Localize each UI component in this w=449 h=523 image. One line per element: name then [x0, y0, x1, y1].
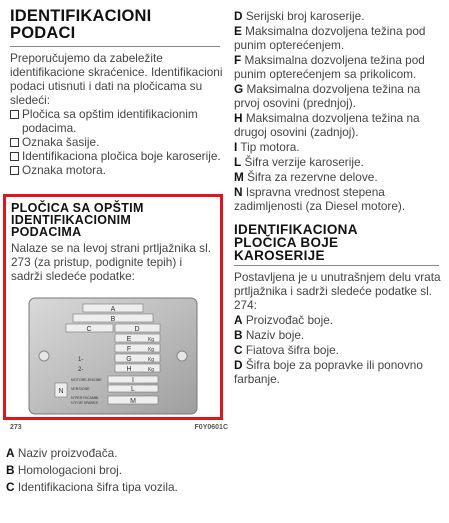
bullet-item	[10, 107, 225, 135]
item-label: A	[6, 446, 15, 460]
list-item	[234, 82, 446, 110]
section-title	[11, 202, 220, 238]
list-item	[234, 24, 446, 52]
item-label: D	[234, 358, 243, 372]
plate-letter-c: C	[86, 326, 92, 333]
item-text: Maksimalna dozvoljena težina na drugoj osovini (zadnjoj).	[234, 111, 420, 139]
item-text: Naziv boje.	[245, 328, 305, 342]
plate-letter-i: I	[132, 377, 134, 384]
title-rule	[10, 46, 220, 47]
checkbox-square-icon	[10, 110, 19, 119]
plate-letter-b: B	[110, 316, 116, 323]
identification-plate-figure	[28, 297, 198, 415]
plate-letter-e: E	[126, 336, 132, 343]
list-item	[234, 170, 446, 184]
item-text: Proizvođač boje.	[245, 313, 334, 327]
list-item	[234, 313, 446, 327]
page-title-line-1: IDENTIFIKACIONI	[10, 7, 152, 25]
checkbox-square-icon	[10, 152, 19, 161]
item-label: N	[234, 185, 243, 199]
item-label: I	[234, 140, 238, 154]
bullet-item	[10, 149, 225, 163]
bullet-item	[10, 163, 225, 177]
list-item	[6, 446, 226, 460]
item-text: Šifra verzije karoserije.	[244, 155, 364, 169]
section-text: Postavljena je u unutrašnjem delu vrata prtljažnika i sadrži sledeće podatke sl. 274:	[234, 270, 441, 312]
checkbox-square-icon	[10, 166, 19, 175]
item-label: E	[234, 24, 242, 38]
list-item	[234, 53, 446, 81]
section-title-line-3: KAROSERIJE	[234, 248, 325, 263]
item-text: Maksimalna dozvoljena težina pod punim opterećenjem.	[234, 24, 426, 52]
list-item	[234, 185, 446, 213]
plate-letter-m: M	[130, 398, 136, 405]
plate-letter-f: F	[126, 346, 132, 353]
plate-kg-e: Kg	[147, 337, 155, 343]
plate-letter-n: N	[58, 388, 64, 395]
bullet-item	[10, 135, 225, 149]
plate-kg-g: Kg	[147, 357, 155, 363]
section-title-line-2: IDENTIFIKACIONIM	[11, 213, 132, 227]
section-title-line-3: PODACIMA	[11, 225, 82, 239]
page-title	[10, 8, 225, 42]
plate-label-spares-it: N°PER RICAMBI	[71, 396, 99, 400]
list-item	[234, 358, 446, 386]
highlighted-section	[3, 194, 223, 420]
section-rule	[234, 265, 439, 266]
plate-letter-h: H	[126, 366, 132, 373]
figure-code: F0Y0601C	[194, 424, 228, 431]
bullet-list	[10, 107, 225, 177]
section-title	[234, 223, 446, 262]
bullet-text: Pločica sa opštim identifikacionim podacima.	[22, 107, 198, 135]
plate-letter-a: A	[110, 306, 116, 313]
item-text: Ispravna vrednost stepena zadimljenosti (za Diesel motore).	[234, 185, 406, 213]
plate-row-label-1: 1-	[78, 357, 84, 363]
plate-kg-h: Kg	[147, 367, 155, 373]
item-text: Šifra za rezervne delove.	[247, 170, 378, 184]
item-label: M	[234, 170, 244, 184]
list-item	[234, 140, 446, 154]
list-item	[234, 9, 446, 23]
item-label: B	[6, 463, 15, 477]
list-item	[234, 111, 446, 139]
plate-letter-d: D	[134, 326, 140, 333]
plate-letter-g: G	[126, 356, 132, 363]
bottom-item-list	[6, 446, 226, 497]
section-text: Nalaze se na levoj strani prtljažnika sl. 273 (za pristup, podignite tepih) i sadrži sledeće podatke:	[11, 241, 211, 283]
item-label: B	[234, 328, 243, 342]
item-label: G	[234, 82, 244, 96]
list-item	[6, 463, 226, 477]
item-label: L	[234, 155, 242, 169]
item-label: F	[234, 53, 242, 67]
bullet-text: Oznaka šasije.	[22, 135, 100, 149]
section-title-line-1: IDENTIFIKACIONA	[234, 222, 358, 237]
list-item	[234, 155, 446, 169]
item-text: Identifikaciona šifra tipa vozila.	[17, 480, 178, 494]
item-label: H	[234, 111, 243, 125]
right-column	[234, 9, 446, 387]
plate-kg-f: Kg	[147, 347, 155, 353]
plate-label-spares-en: N°FOR SPARES	[71, 401, 98, 405]
list-item	[234, 343, 446, 357]
list-item	[6, 480, 226, 494]
item-text: Maksimalna dozvoljena težina na prvoj osovini (prednjoj).	[234, 82, 421, 110]
figure-caption	[10, 424, 228, 431]
item-text: Fiatova šifra boje.	[245, 343, 339, 357]
item-label: D	[234, 9, 243, 23]
figure-number: 273	[10, 424, 22, 431]
checkbox-square-icon	[10, 138, 19, 147]
item-text: Maksimalna dozvoljena težina pod punim opterećenjem sa prikolicom.	[234, 53, 425, 81]
plate-label-engine: MOTORE-ENGINE	[71, 378, 102, 382]
left-column	[6, 0, 225, 177]
plate-row-label-2: 2-	[78, 367, 84, 373]
item-text: Šifra boje za popravke ili ponovno farbanje.	[234, 358, 423, 386]
section-title-line-1: PLOČICA SA OPŠTIM	[11, 201, 144, 215]
item-text: Tip motora.	[240, 140, 300, 154]
plate-label-version: VERSIONE	[71, 387, 90, 391]
intro-text: Preporučujemo da zabeležite identifikacione skraćenice. Identifikacioni podaci utisnuti i dati na pločicama su sledeći:	[10, 51, 223, 107]
plate-letter-l: L	[131, 386, 135, 393]
section-title-line-2: PLOČICA BOJE	[234, 235, 339, 250]
item-text: Naziv proizvođača.	[17, 446, 118, 460]
item-text: Homologacioni broj.	[17, 463, 123, 477]
rivet-left-icon	[39, 351, 49, 361]
list-item	[234, 328, 446, 342]
item-label: C	[6, 480, 15, 494]
bullet-text: Oznaka motora.	[22, 163, 106, 177]
item-label: A	[234, 313, 243, 327]
bullet-text: Identifikaciona pločica boje karoserije.	[22, 149, 221, 163]
rivet-right-icon	[177, 351, 187, 361]
item-text: Serijski broj karoserije.	[245, 9, 365, 23]
page-title-line-2: PODACI	[10, 24, 76, 42]
item-label: C	[234, 343, 243, 357]
